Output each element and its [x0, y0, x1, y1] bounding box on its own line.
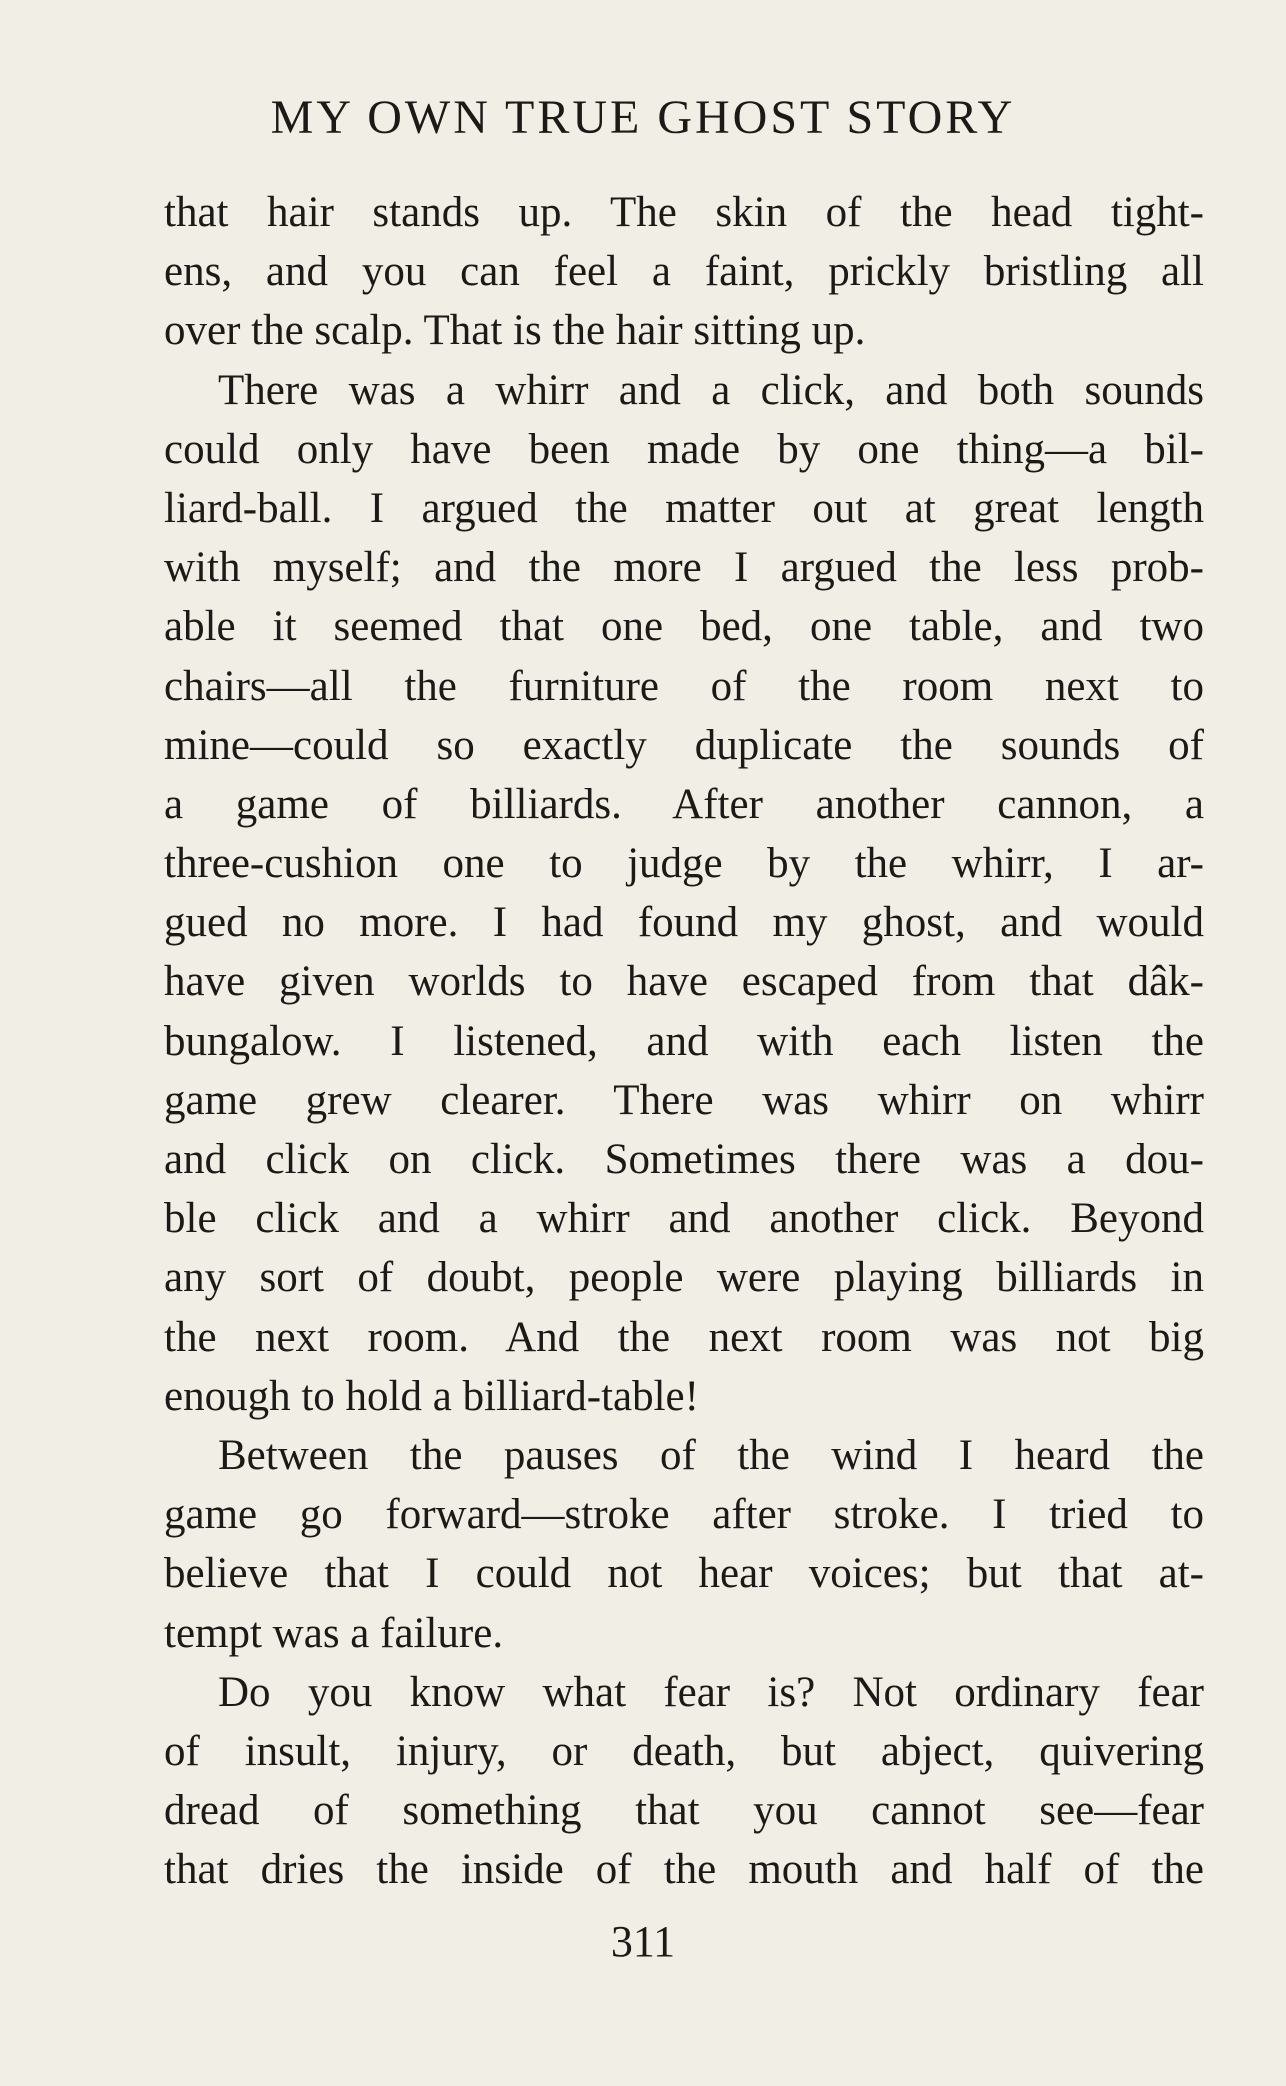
text-line: ble click and a whirr and another click. Beyond: [164, 1195, 1204, 1243]
text-line: dread of something that you cannot see—fear: [164, 1787, 1204, 1835]
running-head: MY OWN TRUE GHOST STORY: [270, 91, 1016, 144]
text-line: over the scalp. That is the hair sitting up.: [164, 307, 866, 355]
text-line: enough to hold a billiard-table!: [164, 1372, 699, 1420]
paragraph-first-line: Do you know what fear is? Not ordinary fear: [218, 1668, 1204, 1716]
text-line: believe that I could not hear voices; but that at-: [164, 1550, 1204, 1598]
text-line: three-cushion one to judge by the whirr, I ar-: [164, 840, 1204, 888]
paragraph-first-line: There was a whirr and a click, and both sounds: [218, 366, 1204, 414]
text-line: game go forward—stroke after stroke. I tried to: [164, 1491, 1204, 1539]
text-line: game grew clearer. There was whirr on whirr: [164, 1076, 1204, 1124]
text-line: ens, and you can feel a faint, prickly bristling all: [164, 248, 1204, 296]
text-line: gued no more. I had found my ghost, and would: [164, 899, 1204, 947]
text-line: that hair stands up. The skin of the head tight-: [164, 189, 1204, 236]
text-line: that dries the inside of the mouth and half of the: [164, 1846, 1204, 1894]
text-line: the next room. And the next room was not big: [164, 1313, 1204, 1361]
text-line: tempt was a failure.: [164, 1609, 504, 1657]
text-line: a game of billiards. After another cannon, a: [164, 780, 1204, 828]
text-line: mine—could so exactly duplicate the sounds of: [164, 721, 1204, 769]
text-line: bungalow. I listened, and with each listen the: [164, 1017, 1204, 1065]
text-line: with myself; and the more I argued the less prob-: [164, 544, 1204, 592]
text-line: any sort of doubt, people were playing billiards in: [164, 1254, 1204, 1302]
text-line: of insult, injury, or death, but abject, quivering: [164, 1727, 1204, 1775]
text-line: chairs—all the furniture of the room next to: [164, 662, 1204, 710]
text-line: able it seemed that one bed, one table, and two: [164, 603, 1204, 651]
text-line: have given worlds to have escaped from that dâk-: [164, 958, 1204, 1006]
page-number: 311: [610, 1917, 676, 1966]
text-line: and click on click. Sometimes there was a dou-: [164, 1136, 1204, 1183]
text-line: could only have been made by one thing—a bil-: [164, 425, 1204, 473]
text-line: liard-ball. I argued the matter out at great length: [164, 484, 1204, 532]
body-text: [164, 183, 1204, 1899]
paragraph-first-line: Between the pauses of the wind I heard the: [218, 1431, 1204, 1479]
